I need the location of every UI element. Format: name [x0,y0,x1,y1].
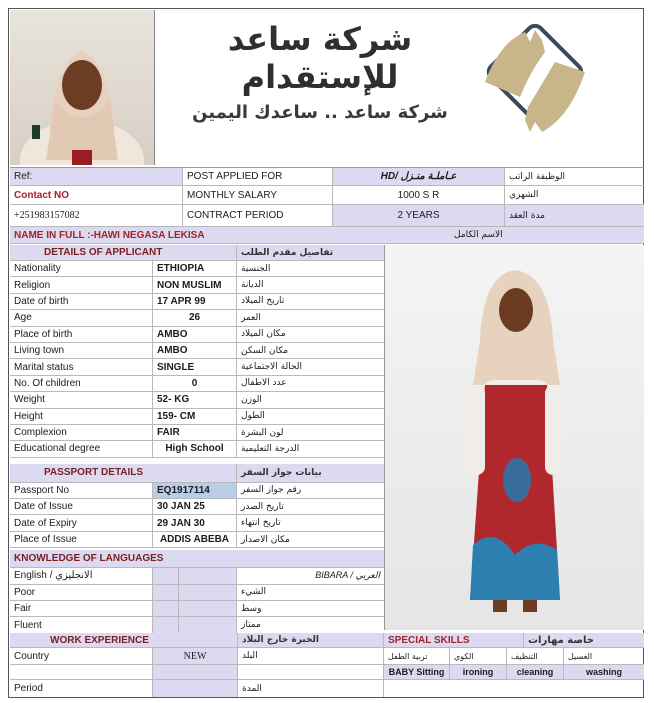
country-value: NEW [153,648,238,664]
passport-title-ar: بيانات جواز السفر [241,467,322,478]
language-level-ar: ممتاز [241,620,261,631]
language-box [153,585,179,600]
detail-value: SINGLE [153,359,237,374]
passport-value: 30 JAN 25 [153,499,237,514]
experience-header-row [10,633,644,648]
detail-label: Living town [10,343,153,358]
detail-label: Educational degree [10,441,153,456]
detail-label: Place of birth [10,327,153,342]
company-brand [160,20,480,123]
detail-label: Complexion [10,425,153,440]
country-label: Country [10,648,153,664]
salary-label: MONTHLY SALARY [183,186,333,204]
details-title-ar: تفاصيل مقدم الطلب [241,247,334,258]
detail-label-ar: لون البشرة [241,427,284,438]
contract-label: CONTRACT PERIOD [183,205,333,226]
arabic-label: BIBARA / العربي [315,570,380,581]
skills-title-ar: خاصة مهارات [528,634,594,646]
passport-value: ADDIS ABEBA [153,532,237,547]
period-label: Period [10,680,153,697]
detail-value: 26 [153,310,237,325]
passport-label-ar: مكان الاصدار [241,534,290,545]
language-level-label: Fluent [10,617,153,632]
skills-title: SPECIAL SKILLS [384,633,524,647]
details-title: DETAILS OF APPLICANT [10,245,237,260]
country-ar: البلد [238,648,384,664]
skill-ar-ironing: الكوي [450,648,507,664]
detail-label-ar: مكان السكن [241,345,289,356]
passport-title: PASSPORT DETAILS [10,464,237,482]
full-name: NAME IN FULL :-HAWI NEGASA LEKISA [14,229,205,241]
row-salary [10,186,644,205]
row-name [10,227,644,244]
details-row [10,441,384,457]
applicant-portrait [10,10,155,165]
period-ar: المدة [238,680,384,697]
detail-value: AMBO [153,327,237,342]
detail-label-ar: الحالة الاجتماعية [241,362,302,373]
details-row [10,294,384,310]
english-box [153,568,179,583]
details-row [10,343,384,359]
contract-value: 2 YEARS [333,205,505,226]
detail-label: Marital status [10,359,153,374]
skill-ar-baby: تربية الطفل [384,648,450,664]
detail-label: Weight [10,392,153,407]
passport-row [10,532,384,548]
passport-row [10,483,384,499]
detail-label-ar: الطول [241,411,265,422]
details-row [10,392,384,408]
details-row [10,277,384,293]
detail-label: Age [10,310,153,325]
detail-label: Height [10,409,153,424]
skill-baby-sitting: BABY Sitting [384,665,450,679]
details-table [10,245,384,634]
language-row [10,617,384,633]
row-contract [10,205,644,227]
details-row [10,409,384,425]
detail-value: ETHIOPIA [153,261,237,276]
detail-value: High School [153,441,237,456]
passport-label: Place of Issue [10,532,153,547]
language-level [179,585,237,600]
post-label: POST APPLIED FOR [183,168,333,185]
company-slogan: شركة ساعد .. ساعدك اليمين [192,102,448,123]
details-row [10,310,384,326]
company-logo [480,22,590,142]
language-box [153,617,179,632]
details-row [10,327,384,343]
details-header [10,245,384,261]
salary-ar: الشهري [509,190,539,200]
country-blank [10,665,153,679]
ref-label: Ref: [10,168,183,185]
detail-label: Nationality [10,261,153,276]
detail-value: 159- CM [153,409,237,424]
phone-number: +251983157082 [10,205,183,226]
language-row-english [10,568,384,584]
language-level-label: Poor [10,585,153,600]
skills-row [10,665,644,680]
country-row [10,648,644,665]
english-level [179,568,237,583]
language-box [153,601,179,616]
post-value: HD/ عـاملـة منـزل [333,168,505,185]
detail-label-ar: العمر [241,312,261,323]
work-title-ar: الخبرة خارج البلاد [238,633,384,647]
detail-value: FAIR [153,425,237,440]
skills-blank [384,680,644,697]
row-ref [10,167,644,186]
details-row [10,425,384,441]
applicant-full-photo [384,245,644,630]
detail-label-ar: الجنسية [241,263,271,274]
skill-ar-washing: الغسيل [568,651,593,661]
contact-label: Contact NO [10,186,183,204]
english-label: English / الانجليزي [10,568,153,583]
country-blank-3 [238,665,384,679]
skill-washing: washing [564,665,644,679]
detail-value: 0 [153,376,237,391]
detail-label-ar: تاريخ الميلاد [241,296,285,307]
details-row [10,359,384,375]
post-ar: الوظيفة الراتب [509,171,566,182]
country-blank-2 [153,665,238,679]
detail-value: 52- KG [153,392,237,407]
salary-value: 1000 S R [333,186,505,204]
detail-value: AMBO [153,343,237,358]
passport-row [10,499,384,515]
languages-title: KNOWLEDGE OF LANGUAGES [14,553,164,565]
language-row [10,601,384,617]
language-level-ar: وسط [241,603,262,614]
detail-label-ar: الديانة [241,280,264,291]
detail-label: Date of birth [10,294,153,309]
passport-row [10,515,384,531]
skill-cleaning: cleaning [507,665,564,679]
passport-label: Date of Issue [10,499,153,514]
passport-label-ar: رقم جواز السفر [241,485,302,496]
details-row [10,376,384,392]
language-level [179,617,237,632]
passport-header [10,464,384,483]
passport-label-ar: تاريخ الصدر [241,501,284,512]
language-row [10,585,384,601]
languages-header [10,550,384,568]
passport-label: Passport No [10,483,153,498]
detail-label: No. Of children [10,376,153,391]
detail-label-ar: مكان الميلاد [241,329,286,340]
language-level-ar: الشيء [241,587,267,598]
language-level [179,601,237,616]
passport-label-ar: تاريخ انتهاء [241,518,281,529]
detail-value: 17 APR 99 [153,294,237,309]
full-name-ar: الاسم الكامل [454,230,503,240]
period-value [153,680,238,697]
passport-value: 29 JAN 30 [153,515,237,530]
skill-ar-cleaning: التنظيف [507,648,564,664]
language-level-label: Fair [10,601,153,616]
passport-label: Date of Expiry [10,515,153,530]
work-title: WORK EXPERIENCE [10,633,238,647]
period-row [10,680,644,697]
detail-label-ar: عدد الاطفال [241,378,287,389]
detail-label: Religion [10,277,153,292]
skill-ironing: ironing [450,665,507,679]
passport-value: EQ1917114 [153,483,237,498]
company-name: شركة ساعد للإستقدام [227,20,413,96]
details-row [10,261,384,277]
detail-label-ar: الدرجة التعليمية [241,443,300,454]
detail-label-ar: الوزن [241,394,262,405]
contract-ar: مدة العقد [505,205,644,226]
detail-value: NON MUSLIM [153,277,237,292]
